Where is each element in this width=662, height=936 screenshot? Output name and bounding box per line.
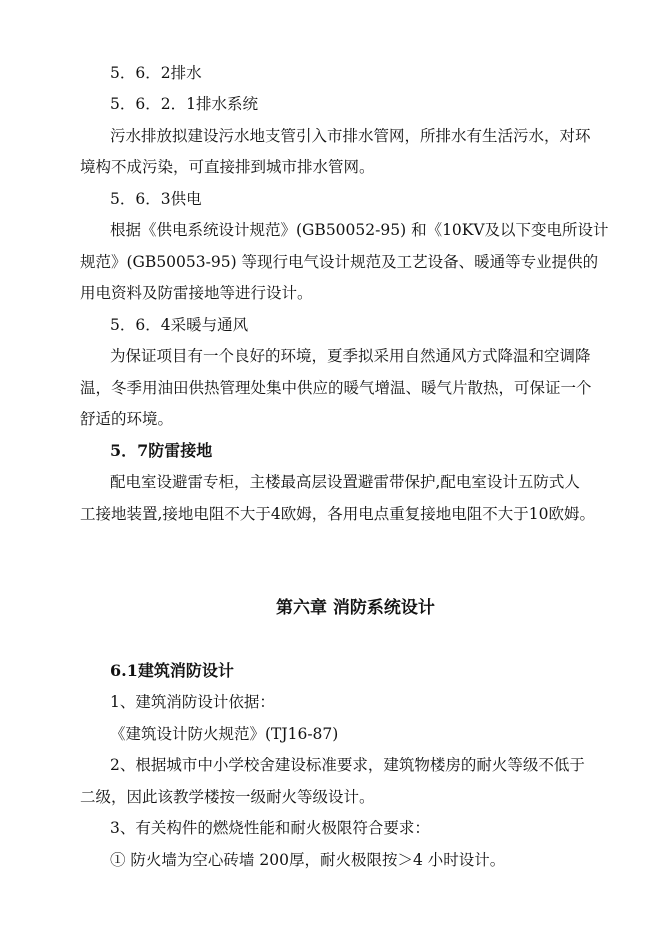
paragraph-power-line-3: 用电资料及防雷接地等进行设计。 — [80, 284, 313, 302]
paragraph-power-line-1: 根据《供电系统设计规范》(GB50052-95) 和《10KV及以下变电所设计 — [110, 221, 609, 239]
list-item-2-line-2: 二级，因此该教学楼按一级耐火等级设计。 — [80, 788, 375, 806]
list-item-3: 3、有关构件的燃烧性能和耐火极限符合要求： — [110, 819, 430, 837]
paragraph-power-line-2: 规范》(GB50053-95) 等现行电气设计规范及工艺设备、暖通等专业提供的 — [80, 253, 599, 271]
list-item-2-line-1: 2、根据城市中小学校舍建设标准要求，建筑物楼房的耐火等级不低于 — [110, 756, 585, 774]
list-item-1: 1、建筑消防设计依据： — [110, 693, 275, 711]
paragraph-hvac-line-3: 舒适的环境。 — [80, 410, 174, 428]
heading-5-6-3: 5．6．3供电 — [110, 190, 202, 208]
paragraph-lightning-line-2: 工接地装置,接地电阻不大于4欧姆，各用电点重复接地电阻不大于10欧姆。 — [80, 505, 596, 523]
paragraph-lightning-line-1: 配电室设避雷专柜，主楼最高层设置避雷带保护,配电室设计五防式人 — [110, 473, 580, 491]
heading-5-6-2: 5．6．2排水 — [110, 64, 202, 82]
list-item-1-reference: 《建筑设计防火规范》(TJ16-87) — [110, 725, 339, 743]
paragraph-hvac-line-1: 为保证项目有一个良好的环境，夏季拟采用自然通风方式降温和空调降 — [110, 347, 591, 365]
paragraph-hvac-line-2: 温，冬季用油田供热管理处集中供应的暖气增温、暖气片散热，可保证一个 — [80, 379, 592, 397]
chapter-6-title: 第六章 消防系统设计 — [276, 598, 435, 618]
heading-5-6-2-1: 5．6．2．1排水系统 — [110, 95, 258, 113]
heading-5-6-4: 5．6．4采暖与通风 — [110, 316, 249, 334]
heading-6-1: 6.1建筑消防设计 — [110, 661, 234, 680]
paragraph-drain-line-2: 境构不成污染，可直接排到城市排水管网。 — [80, 158, 375, 176]
heading-5-7: 5．7防雷接地 — [110, 441, 213, 460]
paragraph-drain-line-1: 污水排放拟建设污水地支管引入市排水管网，所排水有生活污水，对环 — [110, 127, 591, 145]
list-item-3-sub-1: ① 防火墙为空心砖墙 200厚，耐火极限按＞4 小时设计。 — [110, 851, 506, 869]
